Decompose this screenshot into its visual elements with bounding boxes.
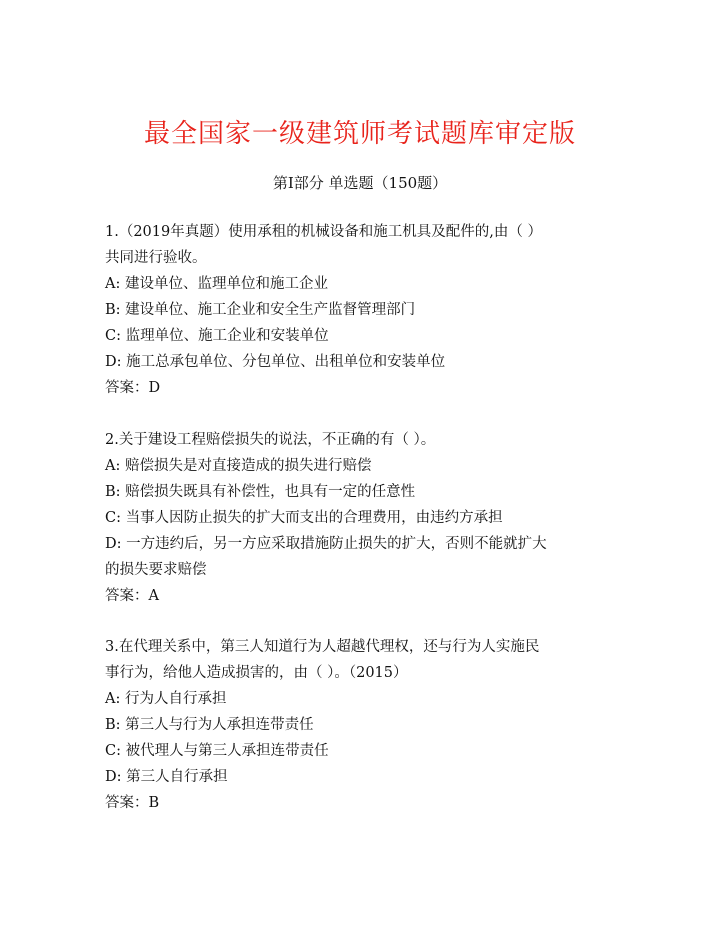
- question-1: [105, 219, 625, 401]
- option-d: D: 第三人自行承担: [105, 769, 228, 785]
- option-d: D: 一方违约后，另一方应采取措施防止损失的扩大，否则不能就扩大: [105, 536, 547, 552]
- option-d-continued: 的损失要求赔偿: [105, 562, 207, 578]
- question-stem: 事行为，给他人造成损害的，由（ ）。（2015）: [105, 665, 408, 681]
- question-stem: 2.关于建设工程赔偿损失的说法，不正确的有（ ）。: [105, 432, 436, 448]
- section-heading: 第I部分 单选题（150题）: [272, 174, 448, 192]
- question-stem: 共同进行验收。: [105, 250, 207, 266]
- question-stem: 3.在代理关系中，第三人知道行为人超越代理权，还与行为人实施民: [105, 639, 540, 655]
- answer: 答案：D: [105, 380, 161, 396]
- answer: 答案：B: [105, 795, 160, 811]
- option-c: C: 监理单位、施工企业和安装单位: [105, 328, 329, 344]
- question-3: [105, 634, 625, 816]
- document-title: 最全国家一级建筑师考试题库审定版: [143, 119, 576, 149]
- option-c: C: 当事人因防止损失的扩大而支出的合理费用，由违约方承担: [105, 510, 503, 526]
- answer: 答案：A: [105, 588, 159, 604]
- option-d: D: 施工总承包单位、分包单位、出租单位和安装单位: [105, 354, 446, 370]
- option-b: B: 第三人与行为人承担连带责任: [105, 717, 314, 733]
- option-c: C: 被代理人与第三人承担连带责任: [105, 743, 329, 759]
- option-b: B: 赔偿损失既具有补偿性，也具有一定的任意性: [105, 484, 416, 500]
- option-b: B: 建设单位、施工企业和安全生产监督管理部门: [105, 302, 416, 318]
- option-a: A: 行为人自行承担: [105, 691, 227, 707]
- question-2: [105, 427, 625, 609]
- question-stem: 1.（2019年真题）使用承租的机械设备和施工机具及配件的,由（ ）: [105, 224, 542, 240]
- option-a: A: 建设单位、监理单位和施工企业: [105, 276, 328, 292]
- option-a: A: 赔偿损失是对直接造成的损失进行赔偿: [105, 458, 372, 474]
